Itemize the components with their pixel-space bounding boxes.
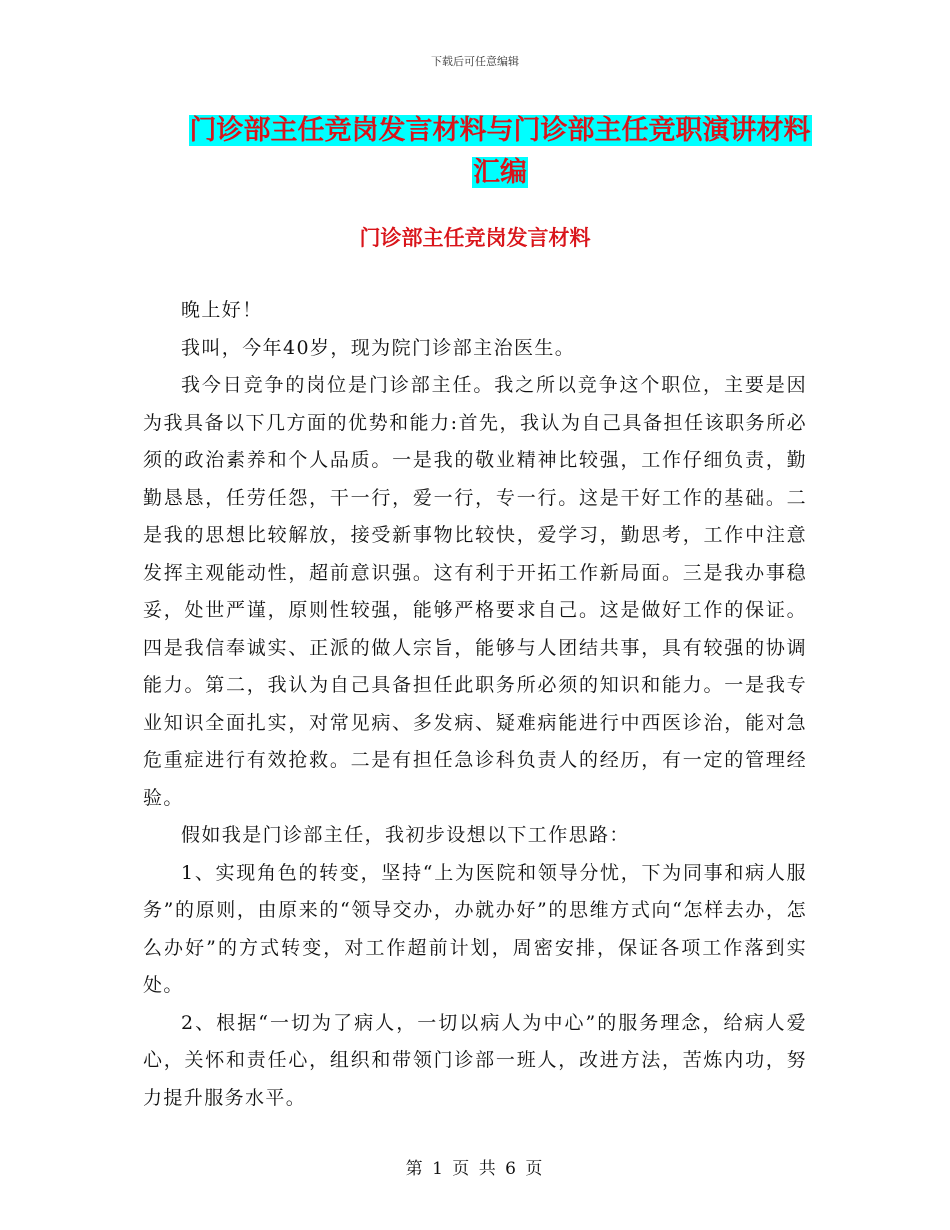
paragraph-plan-intro: 假如我是门诊部主任，我初步设想以下工作思路： — [181, 824, 630, 846]
main-title — [120, 110, 880, 194]
page-footer: 第 1 页 共 6 页 — [405, 1159, 545, 1179]
header-note: 下载后可任意编辑 — [431, 55, 519, 68]
main-title-line2: 汇编 — [473, 157, 527, 188]
main-title-line1: 门诊部主任竞岗发言材料与门诊部主任竞职演讲材料 — [189, 115, 811, 146]
paragraph-plan-2: 2、根据“一切为了病人，一切以病人为中心”的服务理念，给病人爱心，关怀和责任心，组织和带领门诊部一班人，改进方法，苦炼内功，努力提升服务水平。 — [143, 1011, 807, 1109]
paragraph-qualifications: 我今日竞争的岗位是门诊部主任。我之所以竞争这个职位，主要是因为我具备以下几方面的优势和能力:首先，我认为自己具备担任该职务所必须的政治素养和个人品质。一是我的敬业精神比较强，工作仔细负责，勤勤恳恳，任劳任怨，干一行，爱一行，专一行。这是干好工作的基础。二是我的思想比较解放，接受新事物比较快，爱学习，勤思考，工作中注意发挥主观能动性，超前意识强。这有利于开拓工作新局面。三是我办事稳妥，处世严谨，原则性较强，能够严格要求自己。这是做好工作的保证。四是我信奉诚实、正派的做人宗旨，能够与人团结共事，具有较强的协调能力。第二，我认为自己具备担任此职务所必须的知识和能力。一是我专业知识全面扎实，对常见病、多发病、疑难病能进行中西医诊治，能对急危重症进行有效抢救。二是有担任急诊科负责人的经历，有一定的管理经验。 — [143, 374, 807, 809]
section-title: 门诊部主任竞岗发言材料 — [359, 226, 591, 250]
paragraph-plan-1: 1、实现角色的转变，坚持“上为医院和领导分忧，下为同事和病人服务”的原则，由原来的“领导交办，办就办好”的思维方式向“怎样去办，怎么办好”的方式转变，对工作超前计划，周密安排，保证各项工作落到实处。 — [143, 861, 807, 996]
paragraph-intro: 我叫，今年40岁，现为院门诊部主治医生。 — [181, 336, 576, 359]
body-text — [143, 292, 807, 1117]
paragraph-greeting: 晚上好！ — [181, 299, 263, 321]
